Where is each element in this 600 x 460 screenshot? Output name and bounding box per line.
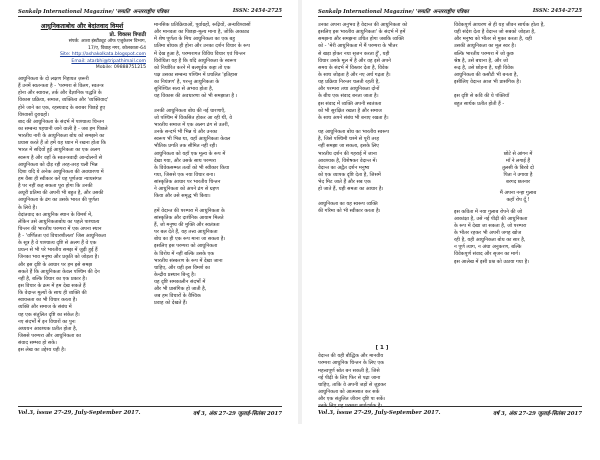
text-line: इस कविता में नया गुलाब रोपने की जो xyxy=(454,208,523,215)
text-line: के साथ अपने संबंध भी बनाए रखता है। xyxy=(318,114,389,121)
poem-stanza xyxy=(454,190,582,204)
text-line: पक्ष उसका सम्बन्ध पश्चिम में प्रचलित 'इतिहास xyxy=(154,71,238,78)
text-line xyxy=(454,280,582,287)
text-line: वेदांतवाद का आधुनिक स्थान के विमर्श में, xyxy=(18,211,93,218)
text-line xyxy=(318,251,446,258)
text-line: और मानवता का पिछड़ा-मूल्य माना है, जोकि अकाट्य xyxy=(154,29,250,36)
text-line: भारत में सदियों हुई आधुनिकता का एक अलग xyxy=(18,147,101,154)
text-line: अध्ययन आवश्यक प्रतीत होता है, xyxy=(18,325,78,332)
text-line: यह दृष्टि समकालीन संदर्भों में xyxy=(154,279,206,286)
text-line: आधुनिकता का यह स्वरूप व्यक्ति xyxy=(318,200,378,207)
text-line xyxy=(318,272,446,279)
text-line: प्रतिमा बोधक ही होना और उनका दर्शन विचार के रूप xyxy=(154,43,250,50)
text-line xyxy=(18,376,146,383)
poem-line: मैं अपना नन्हा गुलाब xyxy=(499,190,537,197)
text-line xyxy=(318,279,446,286)
text-line: ने आधुनिकता को अपने ढंग से ग्रहण xyxy=(154,186,219,193)
text-line: के विरोध में नहीं बल्कि उसके एक xyxy=(154,250,215,257)
text-line: यही संदेश देता है वेदान्त जो सबको जोड़ता है, xyxy=(454,29,536,36)
text-line: बाद की आधुनिकता के संदर्भ में पाश्चात्य चिन्तन xyxy=(18,118,104,125)
text-line: वेदान्त की यही बौद्धिक और मानवीय xyxy=(318,353,384,360)
text-line: आवश्यक है, विशेषकर वेदान्त में। xyxy=(318,157,378,164)
journal-name: Sankalp International Magazine/ 'सम्प्रति' अन्तरराष्ट्रीय पत्रिका xyxy=(18,9,169,15)
text-line: को एक व्यापक दृष्टि देता है, जिसमें xyxy=(318,171,381,178)
text-line: व्यक्ति और समाज के संबंध में xyxy=(18,304,72,311)
header-rule xyxy=(318,16,582,17)
text-line: किया और उसे समृद्ध भी किया। xyxy=(154,193,211,200)
text-line: स्वायत्तता का भी विचार करता है। xyxy=(18,297,78,304)
text-line: बल्कि भारतीय परम्परा में जो कुछ xyxy=(454,50,514,57)
text-line xyxy=(318,446,446,453)
text-line xyxy=(454,115,582,122)
text-line: वेदान्त का अद्वैत दर्शन मनुष्य xyxy=(318,164,370,171)
text-line: इस आलेख में इसी प्रश्न को उठाया गया है। xyxy=(454,258,530,265)
text-line: इसलिए इस भारतीय आधुनिकता' के संदर्भ में हमें xyxy=(318,29,406,36)
text-line xyxy=(318,453,446,460)
text-line: में शेष पूर्णता के मिथ आधुनिकता का एक बहु xyxy=(154,36,235,43)
text-line: यह आधुनिकता बोध का भारतीय स्वरूप xyxy=(318,129,390,136)
text-line: उसकी आधुनिकता का मूल स्वर है। xyxy=(454,43,516,50)
text-line: विवेकपूर्ण आचरण से ही यह जीवन सार्थक होता है, xyxy=(454,22,545,28)
affiliation-line: 17/ए, विवाह नगर, कोलकाता-64 xyxy=(87,45,146,51)
text-line xyxy=(18,369,146,376)
text-line xyxy=(318,322,446,329)
volume-hindi: वर्ष 3, अंक 27-29 जुलाई-सितंबर 2017 xyxy=(493,411,582,417)
text-line: उनकी आधुनिकता बोध की नई धारणाएँ, xyxy=(154,107,226,114)
text-line: हमें वेदान्त की परम्परा में आधुनिकता के xyxy=(154,207,225,214)
affiliation-line: संपर्क: आशा इंस्टीट्यूट ऑफ एजुकेशन विभाग, xyxy=(68,39,146,44)
text-line: के लिये हैं। xyxy=(18,204,38,211)
body-text xyxy=(454,22,582,151)
text-line: विश्वासों दुराग्रहों। xyxy=(18,111,50,118)
text-line: केन्द्रीय प्रस्थान बिन्दु है। xyxy=(154,271,196,278)
text-line xyxy=(318,418,446,425)
text-line: भारतीय संस्करण के रूप में देखा जाना xyxy=(154,257,223,264)
poem-line: बरगद छतनार xyxy=(506,179,530,186)
text-line: चाहिए, ताकि वे अपनी जड़ों से जुड़कर xyxy=(318,381,387,388)
text-line xyxy=(454,287,582,294)
text-line: भारतीय दर्शन की गहराई में जाना xyxy=(318,150,377,157)
text-line: और मनुष्य को भीतर से मुक्त करता है, यही xyxy=(454,36,532,43)
text-line: मानसिक प्रतिक्रियाओं, पूर्वाग्रहों, रूढ़ियों, अन्धविश्वासों xyxy=(154,22,251,28)
text-line: होने जाने का एक, रहस्यवाद के बराबर पिछड़े हुए xyxy=(18,104,106,111)
text-line: सुनिश्चित सत्य से अभाव होता है, xyxy=(154,86,214,93)
text-line xyxy=(318,439,446,446)
text-line: चिन्तन की भारतीय परम्परा में एक अपना स्थान xyxy=(18,225,102,232)
text-line xyxy=(154,358,282,365)
text-line xyxy=(154,329,282,336)
text-line: सांस्कृतिक और दार्शनिक आयाम मिलते xyxy=(154,214,224,221)
text-line: इस दृष्टि से कवि की ये पंक्तियाँ xyxy=(454,93,510,100)
page-header xyxy=(318,6,582,16)
poem-line: पिता ने उगाया है xyxy=(503,171,533,178)
text-line xyxy=(18,390,146,397)
text-line: समय के संदर्भ में विस्तार देता है, विवेक xyxy=(318,64,389,71)
author-name: प्रो. विकास त्रिपाठी xyxy=(109,32,146,38)
text-line: उनका अपना अनुभव है वेदान्त की आधुनिकता को xyxy=(318,22,408,28)
text-line xyxy=(154,101,282,108)
text-line xyxy=(154,350,282,357)
text-line xyxy=(154,365,282,372)
text-line: चाहिए, और यही इस विमर्श का xyxy=(154,264,210,271)
text-line: लेकिन उसे आधुनिकताबोध का पहले पाश्चात्य xyxy=(18,218,100,225)
text-line: स्वरूप है और वहाँ के स्वतन्त्रवादी आन्दोलनों से xyxy=(18,154,103,161)
body-text xyxy=(318,22,446,343)
page-footer xyxy=(318,408,582,418)
text-line: महत्त्वपूर्ण स्रोत बन सकती है, जिसे xyxy=(318,367,380,374)
text-line: परम्परा आधुनिक चिन्तन के लिए एक xyxy=(318,360,384,367)
text-line: आधुनिकता के ढंग का उसके भारत की पूर्णता xyxy=(18,197,99,204)
text-line xyxy=(154,315,282,322)
text-line: समझना और समझना उचित होगा जबकि व्यक्ति xyxy=(318,36,404,43)
text-line: प्रयत्न से भी परे भारतीय समझ में जुड़ी हुई हैं xyxy=(18,247,98,254)
text-line xyxy=(154,343,282,350)
text-line: हम वैसा ही स्वीकार करें यह पूर्णतया न्यायसंगत xyxy=(18,175,102,182)
text-line xyxy=(318,425,446,432)
text-line xyxy=(18,354,146,361)
section-marker: [ 1 ] xyxy=(375,345,389,352)
volume-english: Vol.3, issue 27-29, July-September 2017. xyxy=(18,410,141,416)
page-left xyxy=(4,0,296,424)
text-line xyxy=(18,383,146,390)
text-line: आधुनिकता की कसौटी भी बनता है, xyxy=(454,71,519,78)
text-line: और भी प्रासंगिक हो जाती है, xyxy=(154,286,207,293)
text-line: नहीं है, बल्कि विचार का एक प्रकार है। xyxy=(18,275,87,282)
text-line: की गरिमा को भी स्वीकार करता है। xyxy=(318,207,381,214)
column-right-1 xyxy=(318,22,446,410)
text-line xyxy=(318,193,446,200)
text-line: आधुनिकता को यहाँ एक मूल्य के रूप में xyxy=(154,150,226,157)
text-line: नए संदर्भों में इन विचारों का पुनः xyxy=(18,318,76,325)
text-line: भेद मिट जाते हैं और सब एक xyxy=(318,179,371,186)
text-line: और परम्परा तथा आधुनिकता दोनों xyxy=(318,86,380,93)
text-line: देखा गया, और उसके साथ परम्परा xyxy=(154,157,216,164)
text-line: है, जिसे पश्चिमी चश्मे से पूरी तरह xyxy=(318,136,380,143)
article-title: आधुनिकताबोध और बेदांतवाद विमर्श xyxy=(40,23,124,30)
text-line: स्वरूप भी भिन्न था, यहाँ आधुनिकता केवल xyxy=(154,136,231,143)
poem-line: कहाँ रोप दूँ ! xyxy=(506,197,530,204)
text-line: इस लेख का उद्देश्य यही है। xyxy=(18,347,66,354)
text-line: उनके लिए यह परम्परा मार्गदर्शक है। xyxy=(318,403,383,410)
text-line: विरोधिता यह है कि यदि आधुनिकता के स्वरूप xyxy=(154,57,237,64)
text-line xyxy=(318,300,446,307)
text-line: नई पीढ़ी के लिए फिर से पढ़ा जाना xyxy=(318,374,381,381)
text-line xyxy=(454,266,582,273)
text-line xyxy=(318,243,446,250)
email-link[interactable]: Email: atarbhi@tripathimail.com xyxy=(71,58,146,64)
text-line: पर बल देते हैं, यह तत्त्व आधुनिकता xyxy=(154,229,218,236)
text-line: भारतीय समाज में एक अलग ढंग से उतरीं, xyxy=(154,121,230,128)
text-line xyxy=(454,143,582,150)
text-line xyxy=(318,308,446,315)
text-line xyxy=(318,336,446,343)
site-link[interactable]: Site: http://ashakolkata.blogspot.com xyxy=(59,52,146,58)
text-line: जब हम विचारों के वैश्विक xyxy=(154,293,201,300)
page-header xyxy=(18,6,282,16)
text-line: यह प्रक्रिया निरन्तर चलती रहती है, xyxy=(318,79,380,86)
page-footer xyxy=(18,408,282,418)
volume-hindi: वर्ष 3, अंक 27-29 जुलाई-सितंबर 2017 xyxy=(193,411,282,417)
text-line: न पूर्ण त्याग, न अंधा अनुकरण, बल्कि xyxy=(454,244,522,251)
text-line xyxy=(454,108,582,115)
text-line: होना और स्वायत्त, तर्क और वैज्ञानिक पद्धति के xyxy=(18,90,102,97)
header-rule xyxy=(18,16,282,17)
text-line: और इस दृष्टि के आधार पर हम इसे समझ xyxy=(18,261,93,268)
text-line: हैं उनमें स्वतन्त्रता है - 'परम्परा से विलग, स्वतन्त्र xyxy=(18,83,104,90)
text-line: के रूप में देखा जा सकता है, जो परम्परा xyxy=(454,222,527,229)
journal-name: Sankalp International Magazine/ 'सम्प्रति' अन्तरराष्ट्रीय पत्रिका xyxy=(318,9,469,15)
footer-rule xyxy=(18,406,282,407)
text-line: के सूत्र है वे पाश्चात्य दृष्टि से अलग हैं वे एक xyxy=(18,240,97,247)
text-line: यह एक संतुलित दृष्टि का संकेत है। xyxy=(18,311,80,318)
text-line: के विवेकसम्मत तत्वों को भी स्वीकार किया xyxy=(154,164,230,171)
text-line xyxy=(154,201,282,208)
poem-line: तुलसी के बिरवे दो xyxy=(502,164,534,171)
text-line: संवाद सम्भव हो सके। xyxy=(18,340,57,347)
page-right xyxy=(304,0,596,424)
text-line: भौतिक प्रगति तक सीमित नहीं रही। xyxy=(154,143,218,150)
text-line: के भीतर रहकर भी अपनी जगह खोज xyxy=(454,229,522,236)
text-line: इस संवाद में व्यक्ति अपनी स्वतंत्रता xyxy=(318,100,382,107)
text-line: का नियंत्रण' है, परन्तु आधुनिकता के xyxy=(154,79,220,86)
text-line xyxy=(318,229,446,236)
text-line: और एक संतुलित जीवन दृष्टि पा सकें। xyxy=(318,396,386,403)
text-line xyxy=(454,273,582,280)
body-text xyxy=(154,22,282,372)
text-line: को भी सुरक्षित रखता है और समाज xyxy=(318,107,382,114)
text-line: श्रेष्ठ है, उसे बचाना है, और जो xyxy=(454,57,509,64)
mobile-number: Mobile: 09888751215 xyxy=(95,65,146,71)
text-line: सकते हैं कि आधुनिकता केवल पश्चिम की देन xyxy=(18,268,100,275)
issn: ISSN: 2454-2725 xyxy=(232,8,282,14)
footer-rule xyxy=(318,406,582,407)
text-line: अधूरी प्रतिमा की अपनी भी बहुत है, और उसकी xyxy=(18,190,104,197)
text-line xyxy=(154,308,282,315)
column-left-2 xyxy=(154,22,282,402)
text-line: को निर्धारित करने में बलपूर्वक कहा तो एक xyxy=(154,64,231,71)
text-line: यह विकास की अवधारणा को भी समझाता है । xyxy=(154,93,238,100)
text-line: बहुत सार्थक प्रतीत होती हैं - xyxy=(454,100,505,107)
poem-line: माँ ने लगाई हैं xyxy=(506,157,530,164)
poem-line: छोटे से आंगन में xyxy=(503,150,533,157)
text-line xyxy=(318,329,446,336)
text-line xyxy=(318,222,446,229)
text-line xyxy=(18,362,146,369)
text-line xyxy=(454,129,582,136)
text-line: आकांक्षा है, उसे नई पीढ़ी की आधुनिकता xyxy=(454,215,528,222)
text-line xyxy=(154,336,282,343)
text-line: बोध का ही एक रूप माना जा सकता है। xyxy=(154,236,226,243)
text-line: है पर नहीं कह सकता पूरा होगा कि उनकी xyxy=(18,183,93,190)
text-line xyxy=(318,286,446,293)
text-line: हो जाते हैं, यही समता का आधार है। xyxy=(318,186,384,193)
text-line: उनके सन्दर्भ भी भिन्न थे और उनका xyxy=(154,129,218,136)
text-line: आधुनिकता के दो लक्षण निहायत ज़रूरी xyxy=(18,75,89,82)
text-line xyxy=(318,293,446,300)
text-line xyxy=(318,258,446,265)
issn: ISSN: 2454-2725 xyxy=(532,8,582,14)
text-line: इसीलिए वेदान्त आज भी प्रासंगिक है। xyxy=(454,79,521,86)
text-line xyxy=(454,122,582,129)
text-line: गया, जिससे एक नया विचार बना। xyxy=(154,171,216,178)
text-line: विकास प्रक्रिया, समाज, व्यक्तित्व और 'व्यक्तिवाद' xyxy=(18,97,109,104)
text-line: के साथ जोड़ता है और नए अर्थ गढ़ता है। xyxy=(318,71,391,78)
text-line: में देख हुआ है, परम्परागत विविध विचार एवं चिन्तन xyxy=(154,50,246,57)
text-line: भारतीय नारी के आधुनिकता बोध को समझने का xyxy=(18,133,105,140)
text-line xyxy=(318,236,446,243)
text-line: विचार उसके मूल में है और वह इसे अपने xyxy=(318,57,391,64)
poem-stanza xyxy=(454,151,582,187)
text-line xyxy=(154,322,282,329)
text-line: जिनका भाव मनुष्य और प्रकृति को जोड़ता है। xyxy=(18,254,100,261)
text-line: प्रयास करते हैं तो हमें यह ध्यान में रखना होता कि xyxy=(18,140,106,147)
text-line: नहीं समझा जा सकता, इसके लिए xyxy=(318,143,379,150)
text-line xyxy=(318,215,446,222)
text-line xyxy=(318,432,446,439)
text-line: सांस्कृतिक आधार पर भारतीय चिन्तन xyxy=(154,179,221,186)
text-line xyxy=(318,315,446,322)
text-line: को - 'मेरी आधुनिकता में मैं परम्परा के भीतर xyxy=(318,43,398,50)
text-line: हैं, जो मनुष्य की मुक्ति और स्वतंत्रता xyxy=(154,221,220,228)
text-line: के बीच एक संवाद बनता जाता है। xyxy=(318,93,379,100)
page-gutter xyxy=(298,0,302,424)
text-line: प्रवाह को देखते हैं। xyxy=(154,300,188,307)
text-line: का सम्बन्ध पहचानी जाने वाली है - जब हम पिछले xyxy=(18,125,108,132)
text-line: से खड़ा होकर नया सृजन करता हूँ', यही xyxy=(318,50,390,57)
text-line: जिससे परम्परा और आधुनिकता का xyxy=(18,333,81,340)
text-line: इस विचार के क्रम में हम देख सकते हैं xyxy=(18,283,86,290)
text-line: कि वेदान्त मूल्यों के साथ ही व्यक्ति की xyxy=(18,290,87,297)
text-line xyxy=(318,265,446,272)
column-left-1 xyxy=(18,22,146,402)
text-line: आधुनिकता को दौड़ रही तरह-तरह चली भिन्न xyxy=(18,161,98,168)
body-text xyxy=(454,209,582,295)
text-line: विवेकपूर्ण संवाद और सृजन का मार्ग। xyxy=(454,251,521,258)
body-text xyxy=(18,76,146,397)
text-line: रही है, यही आधुनिकता बोध का सार है, xyxy=(454,237,526,244)
text-line: दिशा यदि ये अनेक आधुनिकता की अवधारणा में xyxy=(18,168,104,175)
text-line: है - 'वर्णितता एवं विचारशीलता' जिस आधुनिकता xyxy=(18,233,106,240)
text-line: इसलिए इस परम्परा को आधुनिकता xyxy=(154,243,218,250)
text-line: रूढ़ है, उसे छोड़ना है, यही विवेक xyxy=(454,64,514,71)
text-line: आधुनिकता को आत्मसात कर सकें xyxy=(318,389,380,396)
text-line: जो पश्चिम में विकसित होकर आ रही थीं, वे xyxy=(154,114,232,121)
text-line xyxy=(454,136,582,143)
column-right-2 xyxy=(454,22,582,402)
volume-english: Vol.3, issue 27-29, July-September 2017. xyxy=(318,410,441,416)
